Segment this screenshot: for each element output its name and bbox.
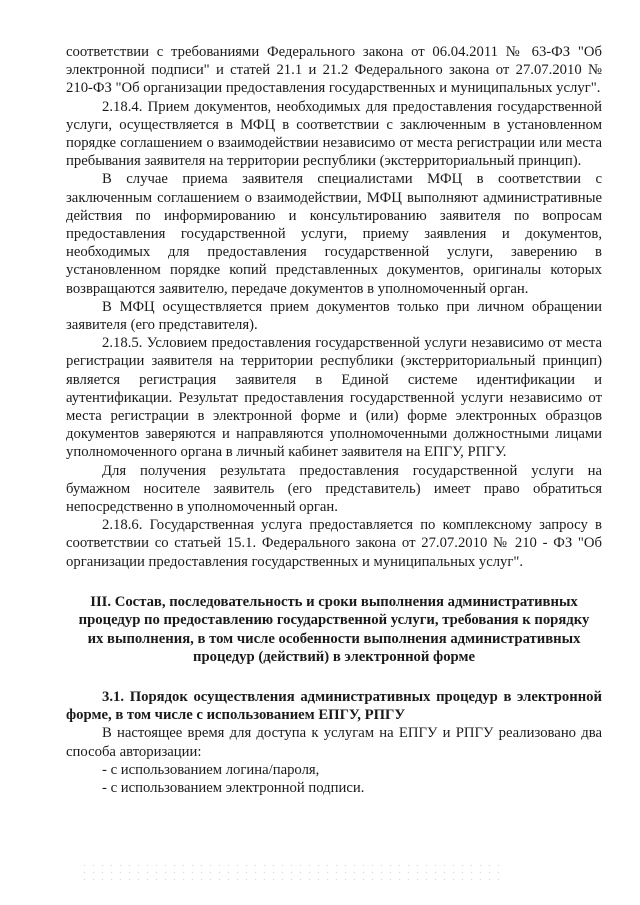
paragraph-2-18-4: 2.18.4. Прием документов, необходимых для предоставления государственной услуги, осуществляется в МФЦ в соответствии с заключенным в установленном порядке соглашением о взаимодействии независимо от места регистрации или места пребывания заявителя на территории республики (экстерриториальный принцип).	[66, 98, 602, 170]
paragraph-2-18-6: 2.18.6. Государственная услуга предоставляется по комплексному запросу в соответствии со статьей 15.1. Федерального закона от 27.07.2010 № 210 - ФЗ "Об организации предоставления государственных и муниципальных услуг".	[66, 517, 602, 570]
paragraph-personal-appeal: В МФЦ осуществляется прием документов только при личном обращении заявителя (его представителя).	[66, 298, 602, 334]
section-heading-iii: III. Состав, последовательность и сроки выполнения административных процедур по предоставлению государственной услуги, требования к порядку их выполнения, в том числе особенности выполнения административных процедур (действий) в электронной форме	[78, 593, 590, 666]
paragraph-paper-result: Для получения результата предоставления государственной услуги на бумажном носителе заявитель (его представитель) имеет право обратиться непосредственно в уполномоченный орган.	[66, 462, 602, 516]
list-item-login-password: - с использованием логина/пароля,	[102, 761, 320, 778]
subheading-3-1: 3.1. Порядок осуществления административных процедур в электронной форме, в том числе с использованием ЕПГУ, РПГУ	[66, 688, 602, 724]
paragraph-2-18-5: 2.18.5. Условием предоставления государственной услуги независимо от места регистрации заявителя на территории республики (экстерриториальный принцип) является регистрация заявителя в Единой системе идентификации и аутентификации. Результат предоставления государственной услуги независимо от места регистрации в электронной форме и (или) форме электронных образцов документов заверяются и направляются уполномоченными должностными лицами уполномоченного органа в личный кабинет заявителя на ЕПГУ, РПГУ.	[66, 335, 602, 461]
paragraph-auth-intro: В настоящее время для доступа к услугам на ЕПГУ и РПГУ реализовано два способа авторизации:	[66, 725, 602, 760]
list-item-electronic-signature: - с использованием электронной подписи.	[102, 779, 365, 796]
paragraph-mfc-reception: В случае приема заявителя специалистами МФЦ в соответствии с заключенным соглашением о взаимодействии, МФЦ выполняют административные действия по информированию и консультированию заявителя по вопросам предоставления государственной услуги, приему заявления и документов, необходимых для предоставления государственной услуги, заверению в установленном порядке копий представленных документов, оригиналы которых возвращаются заявителю, передаче документов в уполномоченный орган.	[66, 171, 602, 297]
scan-noise	[80, 862, 500, 880]
paragraph-signature-law: соответствии с требованиями Федерального закона от 06.04.2011 № 63-ФЗ "Об электронной подписи" и статей 21.1 и 21.2 Федерального закона от 27.07.2010 № 210-ФЗ "Об организации предоставления государственных и муниципальных услуг".	[66, 44, 602, 97]
